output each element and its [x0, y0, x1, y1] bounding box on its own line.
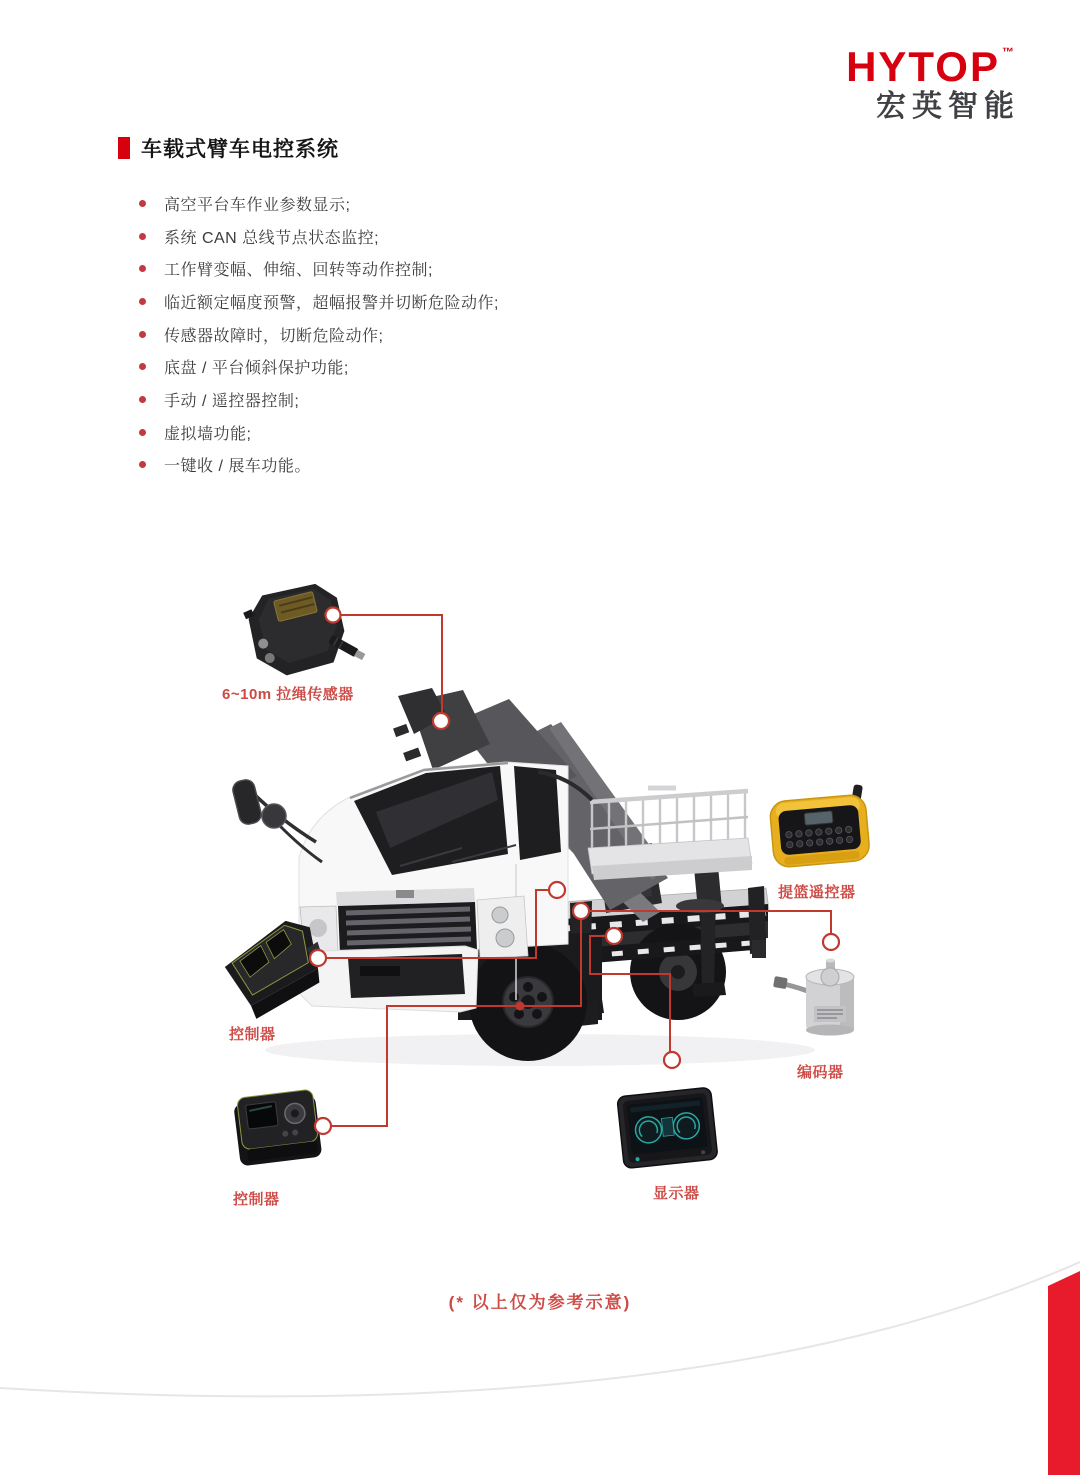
feature-item: 传感器故障时，切断危险动作;: [139, 318, 499, 351]
feature-item: 手动 / 遥控器控制;: [139, 383, 499, 416]
feature-item: 临近额定幅度预警，超幅报警并切断危险动作;: [139, 285, 499, 318]
label-controller-1: 控制器: [229, 1026, 276, 1043]
logo-wordmark: HYTOP: [846, 43, 1000, 90]
decor-curve: [0, 1262, 1080, 1396]
feature-item: 工作臂变幅、伸缩、回转等动作控制;: [139, 252, 499, 285]
feature-item: 高空平台车作业参数显示;: [139, 187, 499, 220]
trademark-symbol: ™: [1002, 45, 1014, 59]
feature-item: 一键收 / 展车功能。: [139, 449, 499, 482]
anchor-ring: [310, 950, 326, 966]
page-title: 车载式臂车电控系统: [141, 138, 339, 161]
anchor-ring: [823, 934, 839, 950]
anchor-ring: [315, 1118, 331, 1134]
remote-control-image: [768, 783, 870, 868]
rope-sensor-image: [241, 579, 367, 679]
spot-mirror: [262, 804, 286, 828]
side-mirror: [231, 778, 263, 826]
reference-note: (* 以上仅为参考示意): [448, 1293, 632, 1312]
encoder-image: [773, 959, 854, 1036]
front-wheel: [469, 943, 587, 1061]
anchor-ring: [573, 903, 589, 919]
logo-chinese-name: 宏英智能: [876, 90, 1020, 123]
anchor-ring: [664, 1052, 680, 1068]
anchor-ring: [606, 928, 622, 944]
controller-2-image: [233, 1089, 323, 1166]
right-headlight: [477, 896, 528, 958]
display-image: [617, 1087, 718, 1168]
anchor-ring: [326, 608, 341, 623]
feature-item: 虚拟墙功能;: [139, 416, 499, 449]
junction-dot: [516, 1002, 525, 1011]
anchor-ring: [433, 713, 449, 729]
feature-item: 系统 CAN 总线节点状态监控;: [139, 220, 499, 253]
feature-item: 底盘 / 平台倾斜保护功能;: [139, 350, 499, 383]
label-display: 显示器: [653, 1185, 700, 1202]
label-basket-remote: 提篮遥控器: [778, 884, 856, 901]
label-controller-2: 控制器: [233, 1191, 280, 1208]
label-encoder: 编码器: [797, 1064, 844, 1081]
door-window: [514, 766, 561, 860]
anchor-ring: [549, 882, 565, 898]
label-rope-sensor: 6~10m 拉绳传感器: [222, 686, 354, 703]
